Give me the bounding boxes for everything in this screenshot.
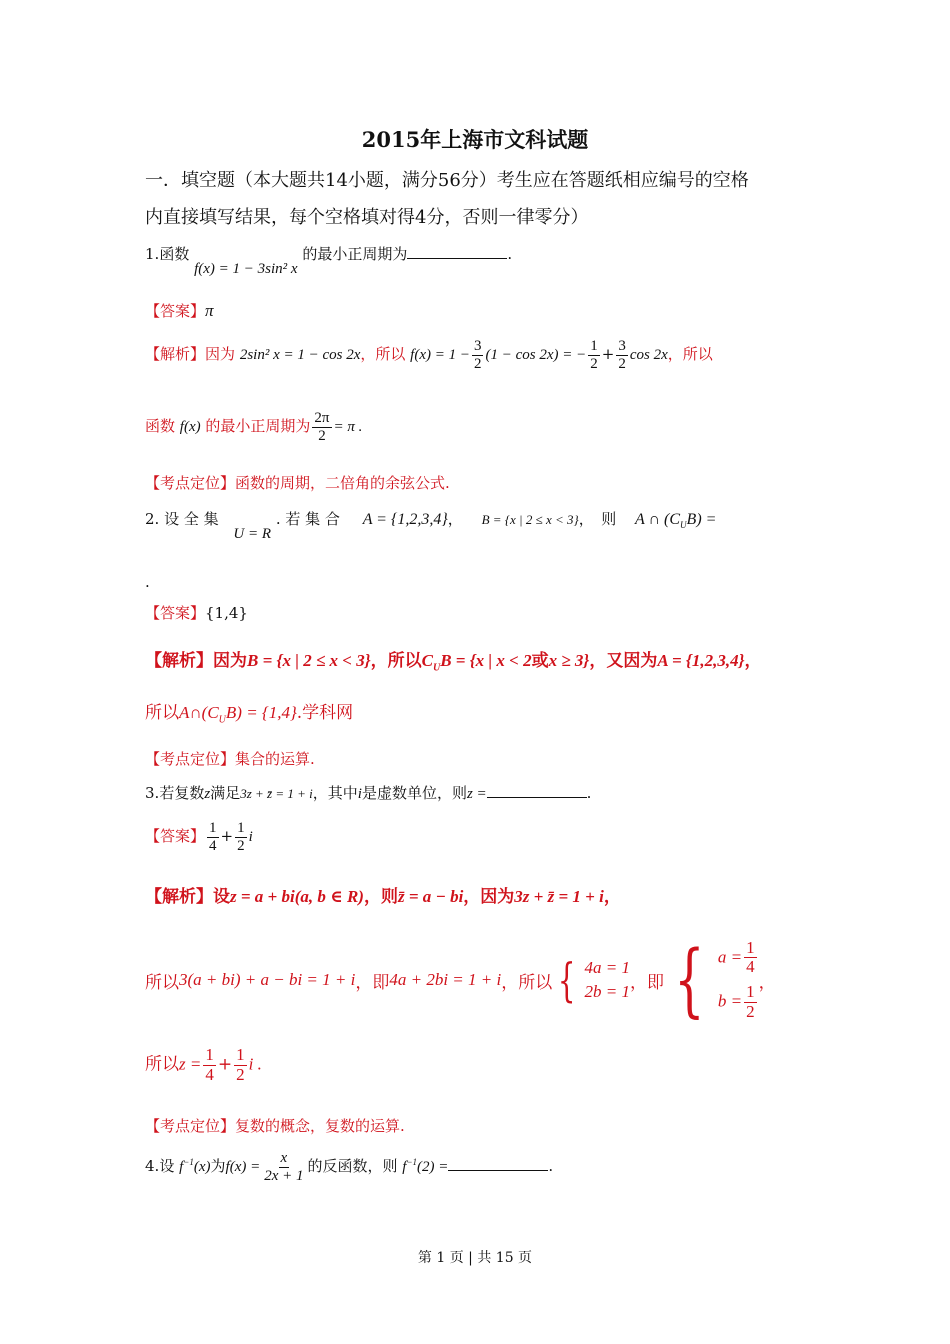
formula: cos 2x xyxy=(629,347,668,363)
formula xyxy=(179,703,297,726)
question-text: 是虚数单位，则 xyxy=(361,784,467,802)
formula: i xyxy=(248,829,253,845)
question-text: 函数 xyxy=(159,245,190,263)
question-2 xyxy=(145,508,805,542)
answer-line-2 xyxy=(145,602,248,623)
fraction xyxy=(472,338,484,372)
section-instruction-line-2: 内直接填写结果，每个空格填对得4分，否则一律零分） xyxy=(145,207,589,228)
analysis-text: 因为 xyxy=(205,345,236,363)
fraction-denominator: 2 xyxy=(236,1064,245,1084)
key-point-2 xyxy=(145,748,315,769)
fraction-denominator: 2 xyxy=(746,1001,755,1021)
formula: U = R xyxy=(233,526,272,542)
fraction-numerator: x xyxy=(280,1150,288,1166)
analysis-text: ，又因为 xyxy=(589,651,658,671)
formula: (1 − cos 2x) = − xyxy=(485,347,587,363)
fraction-denominator: 4 xyxy=(746,957,755,977)
superscript: −1 xyxy=(406,1157,418,1167)
analysis-label: 【解析】 xyxy=(145,651,213,671)
formula: + xyxy=(601,345,615,363)
question-text: 的最小正周期为 xyxy=(302,245,408,263)
analysis-label: 【解析】 xyxy=(145,345,206,363)
superscript: −1 xyxy=(183,1157,194,1167)
question-text: 设 全 集 xyxy=(164,510,219,528)
fraction xyxy=(744,983,757,1021)
page-title: 2015年上海市文科试题 xyxy=(361,127,589,152)
answer-blank xyxy=(487,783,587,798)
formula: z = xyxy=(466,786,487,802)
formula-part: B) = xyxy=(686,511,717,528)
formula-part: (x) xyxy=(193,1159,211,1175)
formula: + xyxy=(220,827,234,845)
analysis-text: 函数 xyxy=(145,417,176,435)
question-2-end: . xyxy=(145,573,150,591)
analysis-label: 【解析】 xyxy=(145,887,213,907)
question-text: . 若 集 合 xyxy=(275,510,340,528)
fraction-denominator: 2 xyxy=(237,837,245,854)
formula: f(x) = 1 − 3sin² x xyxy=(194,261,298,277)
question-text: 的反函数，则 xyxy=(307,1157,398,1175)
analysis-text: ，所以 xyxy=(501,972,553,993)
analysis-text: ，所以 xyxy=(360,345,406,363)
answer-value: {1,4} xyxy=(205,604,248,622)
analysis-text: ，因为 xyxy=(463,887,515,907)
fraction xyxy=(234,1046,247,1084)
formula: A = {1,2,3,4} xyxy=(657,651,745,670)
subscript: U xyxy=(680,520,687,531)
analysis-text: 所以 xyxy=(145,972,179,993)
fraction xyxy=(312,410,331,444)
question-text: ， xyxy=(447,510,463,528)
fraction-numerator: 3 xyxy=(618,338,626,354)
formula: 3z + z̄ = 1 + i xyxy=(514,887,604,906)
key-point-label: 【考点定位】 xyxy=(145,474,236,492)
left-brace-icon: { xyxy=(674,933,705,1026)
fraction-denominator: 4 xyxy=(205,1064,214,1084)
formula xyxy=(179,1159,210,1175)
question-number: 4. xyxy=(145,1157,160,1175)
formula: i . xyxy=(248,1054,262,1074)
analysis-text: ，所以 xyxy=(667,345,713,363)
fraction-denominator: 2 xyxy=(318,427,326,444)
formula-part: (2) = xyxy=(417,1159,449,1175)
question-text: ， 则 xyxy=(578,510,617,528)
fraction xyxy=(207,820,219,854)
answer-value: π xyxy=(205,301,214,320)
analysis-text: 因为 xyxy=(213,651,247,671)
key-point-label: 【考点定位】 xyxy=(145,750,236,768)
formula: z = a + bi(a, b ∈ R) xyxy=(230,887,364,906)
equation-row xyxy=(718,983,759,1021)
analysis-text: ， xyxy=(603,887,621,907)
analysis-3-line-2 xyxy=(145,930,776,1030)
formula-part: f xyxy=(402,1159,407,1175)
question-text: 满足 xyxy=(210,784,241,802)
analysis-1 xyxy=(145,338,713,372)
fraction-numerator: 1 xyxy=(746,982,755,1001)
fraction-denominator: 2 xyxy=(590,355,598,372)
formula-part: f xyxy=(179,1159,184,1175)
analysis-text: ，所以 xyxy=(370,651,422,671)
analysis-text: ， xyxy=(744,651,762,671)
analysis-1-line-2 xyxy=(145,410,362,444)
solution-system xyxy=(664,933,759,1026)
fraction xyxy=(203,1046,216,1084)
question-text: 为 xyxy=(210,1157,226,1175)
formula xyxy=(421,651,532,674)
formula-part: A∩(C xyxy=(179,703,219,722)
equation-row: 4a = 1 xyxy=(584,958,630,977)
answer-label: 【答案】 xyxy=(145,302,206,320)
formula: f(x) = 1 − xyxy=(410,347,470,363)
analysis-text: 设 xyxy=(213,887,230,907)
answer-label: 【答案】 xyxy=(145,827,206,845)
formula: a = xyxy=(717,947,743,967)
formula: b = xyxy=(717,991,743,1011)
fraction-denominator: 2x + 1 xyxy=(264,1167,304,1184)
analysis-2 xyxy=(145,646,762,673)
fraction xyxy=(262,1150,305,1184)
formula xyxy=(402,1159,448,1175)
question-text: . xyxy=(548,1157,554,1175)
formula xyxy=(635,511,717,531)
formula-part: B) = {1,4} xyxy=(225,703,297,722)
formula: f(x) = xyxy=(225,1159,261,1175)
fraction xyxy=(744,939,757,977)
formula: 4a + 2bi = 1 + i xyxy=(389,970,502,989)
question-number: 1. xyxy=(145,245,160,263)
formula: z̄ = a − bi xyxy=(397,887,464,906)
page-footer: 第 1 页 | 共 15 页 xyxy=(417,1250,533,1266)
question-1 xyxy=(145,243,513,277)
formula: x ≥ 3} xyxy=(548,651,590,670)
fraction-numerator: 1 xyxy=(237,820,245,836)
question-4 xyxy=(145,1150,553,1184)
left-brace-icon: { xyxy=(558,953,576,1007)
formula-part: A ∩ (C xyxy=(635,511,681,528)
analysis-text: 所以 xyxy=(145,1054,179,1075)
fraction-numerator: 1 xyxy=(236,1045,245,1064)
equation-system xyxy=(552,953,630,1007)
equation-row: 2b = 1 xyxy=(584,982,630,1001)
fraction xyxy=(588,338,600,372)
analysis-3-line-3 xyxy=(145,1046,262,1084)
key-point-3 xyxy=(145,1115,405,1136)
analysis-text: 所以 xyxy=(145,703,179,723)
analysis-text: ，即 xyxy=(630,972,664,993)
analysis-2-line-2 xyxy=(145,698,353,725)
fraction-numerator: 1 xyxy=(746,937,755,957)
analysis-text: 的最小正周期为 xyxy=(205,417,311,435)
question-number: 2. xyxy=(145,510,160,528)
analysis-text: .学科网 xyxy=(296,703,354,723)
question-text: . xyxy=(507,245,513,263)
key-point-label: 【考点定位】 xyxy=(145,1117,236,1135)
formula: B = {x | 2 ≤ x < 3} xyxy=(481,512,579,527)
analysis-text: ，则 xyxy=(363,887,398,907)
question-text: 设 xyxy=(159,1157,175,1175)
key-point-1 xyxy=(145,472,450,493)
answer-line-3 xyxy=(145,820,253,854)
fraction-numerator: 2π xyxy=(314,410,330,426)
formula: z xyxy=(204,786,211,802)
fraction-numerator: 3 xyxy=(473,338,482,354)
answer-blank xyxy=(407,244,507,259)
question-text: ，其中 xyxy=(312,784,358,802)
formula-part: C xyxy=(421,651,433,670)
section-instruction-line-1: 一．填空题（本大题共14小题，满分56分）考生应在答题纸相应编号的空格 xyxy=(145,170,749,191)
analysis-text: ，即 xyxy=(355,972,390,993)
fraction-denominator: 2 xyxy=(618,355,626,372)
formula: A = {1,2,3,4} xyxy=(362,511,448,528)
answer-line-1 xyxy=(145,300,214,321)
analysis-3 xyxy=(145,882,621,907)
formula: B = {x | 2 ≤ x < 3} xyxy=(247,651,371,670)
question-text: . xyxy=(586,784,592,802)
equation-row xyxy=(718,939,759,977)
subscript: U xyxy=(218,714,226,726)
fraction-denominator: 2 xyxy=(473,355,482,372)
question-number: 3. xyxy=(145,784,160,802)
system-rows xyxy=(718,939,759,1022)
answer-blank xyxy=(448,1156,548,1171)
fraction-numerator: 1 xyxy=(590,338,598,354)
question-3 xyxy=(145,782,591,803)
formula: 3(a + bi) + a − bi = 1 + i xyxy=(179,970,356,989)
formula: 3z + z̄ = 1 + i xyxy=(240,786,313,801)
analysis-text: ， xyxy=(758,972,776,993)
subscript: U xyxy=(432,662,441,674)
formula-part: B = {x | x < 2 xyxy=(440,651,532,670)
system-rows xyxy=(585,958,630,1002)
formula: z = xyxy=(179,1054,202,1074)
formula: + xyxy=(217,1054,233,1075)
fraction-denominator: 4 xyxy=(209,837,217,854)
fraction xyxy=(235,820,247,854)
formula: 2sin² x = 1 − cos 2x xyxy=(239,347,361,363)
fraction xyxy=(616,338,628,372)
formula: i xyxy=(357,786,362,802)
key-point-text: 集合的运算. xyxy=(235,750,315,768)
question-text: 若复数 xyxy=(159,784,205,802)
key-point-text: 复数的概念，复数的运算. xyxy=(235,1117,405,1135)
formula: = π . xyxy=(333,419,363,435)
formula: f(x) xyxy=(179,419,201,435)
analysis-text: 或 xyxy=(531,651,549,671)
fraction-numerator: 1 xyxy=(209,820,217,836)
fraction-numerator: 1 xyxy=(205,1045,214,1064)
answer-label: 【答案】 xyxy=(145,604,206,622)
key-point-text: 函数的周期，二倍角的余弦公式. xyxy=(235,474,450,492)
